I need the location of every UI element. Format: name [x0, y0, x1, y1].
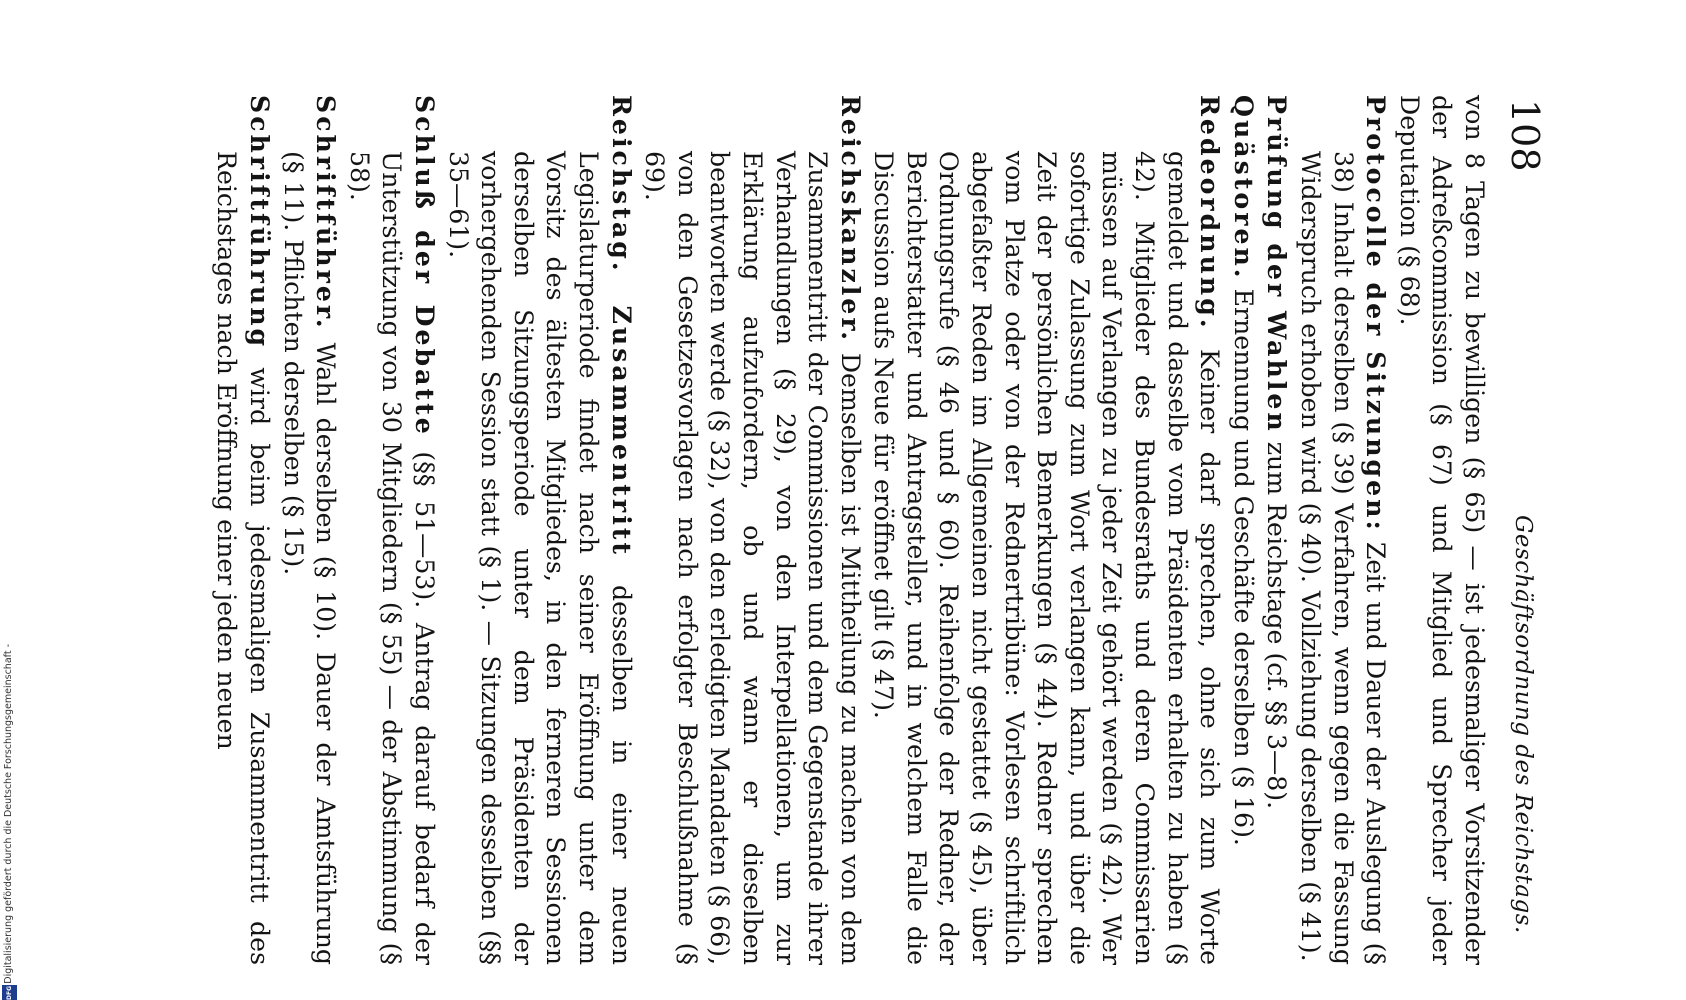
entry-keyword: Redeordnung. — [1195, 95, 1226, 331]
page-header — [1490, 95, 1548, 965]
entry-text: Wahl derselben (§ 10). Dauer der Amtsführung (§ 11). Pflichten derselben (§ 15). — [278, 151, 341, 965]
entry-keyword: Reichskanzler. — [835, 95, 866, 344]
book-page — [168, 95, 1548, 965]
running-head: Geschäftsordnung des Reichstags. — [1510, 515, 1536, 934]
index-entry — [1293, 95, 1392, 965]
entry-keyword: Prüfung der Wahlen — [1262, 95, 1293, 434]
entry-text: Demselben ist Mittheilung zu machen von dem Zusammentritt der Commissionen und dem Gegenstande ihrer Verhandlungen (§ 29), von den Interpellationen, um zur Erklärung aufzufordern, ob und wann er dieselben beantworten werde (§ 32), von den erledigten Mandaten (§ 66), von den Gesetzesvorlagen nach erfolgter Beschlußnahme (§ 69). — [640, 151, 865, 965]
index-entry — [1260, 95, 1294, 965]
index-body — [210, 95, 1490, 965]
entry-text: (§§ 51—53). Antrag darauf bedarf der Unterstützung von 30 Mitgliedern (§ 55) — der Abstimmung (§ 58). — [344, 151, 439, 965]
entry-keyword: Reichstag. Zusammentritt — [606, 95, 637, 558]
index-entry — [1226, 95, 1260, 965]
entry-text: Keiner darf sprechen, ohne sich zum Worte gemeldet und dasselbe vom Präsidenten erhalten zu haben (§ 42). Mitglieder des Bundesraths und deren Commissarien müssen auf Verlangen zu jeder Zeit gehört werden (§ 42). Wer sofortige Zulassung zum Wort verlangen kann, und über die Zeit der persönlichen Bemerkungen (§ 44). Redner sprechen vom Platze oder von der Rednertribüne: Vorlesen schriftlich abgefaßter Reden im Allgemeinen nicht gestattet (§ 45), über Ordnungsrufe (§ 46 und § 60). Reihenfolge der Redner, der Berichterstatter und Antragsteller, und in welchem Falle die Discussion aufs Neue für eröffnet gilt (§ 47). — [869, 151, 1225, 965]
entry-text: wird beim jedesmaligen Zusammentritt des Reichstages nach Eröffnung einer jeden neuen — [212, 151, 275, 965]
dfg-logo: DFG — [2, 985, 17, 1000]
index-entry — [210, 95, 276, 965]
entry-text: zum Reichstage (cf. §§ 3—8). — [1262, 441, 1292, 810]
page-number: 108 — [1503, 99, 1547, 172]
entry-text: desselben in einer neuen Legislaturperiode findet nach seiner Eröffnung unter dem Vorsitz des ältesten Mitgliedes, in den ferneren Sessionen derselben Sitzungsperiode unter dem Präsidenten der vorhergehenden Session statt (§ 1). — Sitzungen desselben (§§ 35—61). — [443, 151, 636, 965]
index-entry — [342, 95, 441, 965]
entry-keyword: Schriftführung — [245, 95, 276, 350]
index-entry — [867, 95, 1227, 965]
entry-text: Zeit und Dauer der Auslegung (§ 38) Inhalt derselben (§ 39) Verfahren, wenn gegen die Fassung Widerspruch erhoben wird (§ 40). Vollziehung derselben (§ 41). — [1296, 151, 1391, 965]
digitization-credit — [0, 600, 24, 1000]
index-entry — [638, 95, 867, 965]
entry-keyword: Schluß der Debatte — [410, 95, 440, 437]
entry-text: Ernennung und Geschäfte derselben (§ 16). — [1228, 288, 1258, 846]
funding-note: Digitalisierung gefördert durch die Deutsche Forschungsgemeinschaft - — [3, 644, 14, 984]
entry-keyword: Schriftführer. — [311, 95, 342, 331]
entry-text: von 8 Tagen zu bewilligen (§ 65) — ist jedesmaliger Vorsitzender der Adreßcommission (§ 67) und Mitglied und Sprecher jeder Deputation (§ 68). — [1394, 95, 1489, 965]
index-entry — [276, 95, 342, 965]
index-entry — [441, 95, 638, 965]
entry-keyword: Quästoren. — [1228, 95, 1259, 281]
index-entry — [1392, 95, 1490, 965]
entry-keyword: Protocolle der Sitzungen: — [1361, 95, 1392, 533]
